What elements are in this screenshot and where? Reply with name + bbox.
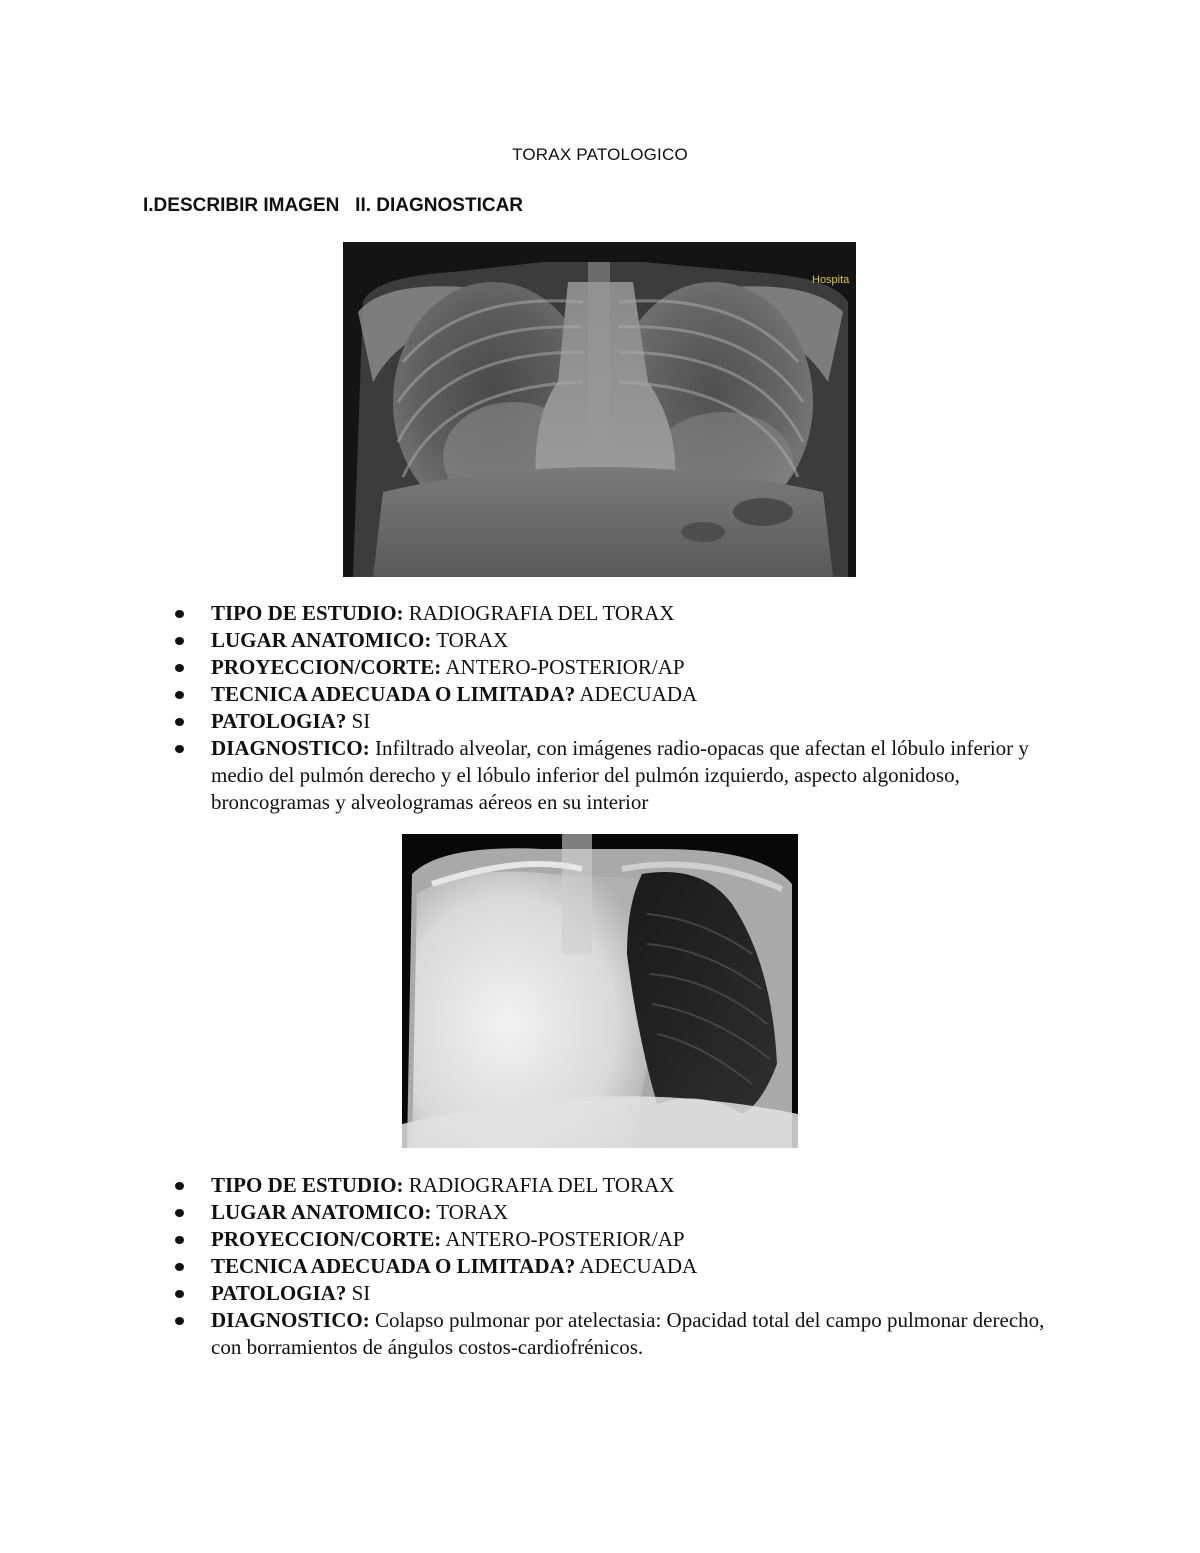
list-item: PROYECCION/CORTE: ANTERO-POSTERIOR/AP — [171, 1226, 1071, 1253]
list-item: DIAGNOSTICO: Infiltrado alveolar, con imágenes radio-opacas que afectan el lóbulo inferior y medio del pulmón derecho y el lóbulo inferior del pulmón izquierdo, aspecto algonidoso, broncogramas y alveologramas aéreos en su interior — [171, 735, 1071, 816]
list-item: TECNICA ADECUADA O LIMITADA? ADECUADA — [171, 1253, 1071, 1280]
list-item: TIPO DE ESTUDIO: RADIOGRAFIA DEL TORAX — [171, 1172, 1071, 1199]
bullet-icon — [175, 1236, 184, 1244]
bullet-icon — [175, 718, 184, 726]
chest-xray-image-2 — [402, 834, 798, 1148]
bullet-icon — [175, 1209, 184, 1217]
chest-xray-image-1 — [343, 242, 856, 577]
list-item: DIAGNOSTICO: Colapso pulmonar por atelectasia: Opacidad total del campo pulmonar derecho, con borramientos de ángulos costos-cardiofrénicos. — [171, 1307, 1071, 1361]
bullet-icon — [175, 1317, 184, 1325]
list-item: PROYECCION/CORTE: ANTERO-POSTERIOR/AP — [171, 654, 1071, 681]
bullet-icon — [175, 691, 184, 699]
bullet-icon — [175, 1263, 184, 1271]
page-subtitle: I.DESCRIBIR IMAGEN II. DIAGNOSTICAR — [143, 195, 524, 216]
image-watermark: Hospita — [812, 274, 850, 286]
bullet-icon — [175, 1182, 184, 1190]
bullet-icon — [175, 637, 184, 645]
list-item: TECNICA ADECUADA O LIMITADA? ADECUADA — [171, 681, 1071, 708]
bullet-icon — [175, 1290, 184, 1298]
list-item: TIPO DE ESTUDIO: RADIOGRAFIA DEL TORAX — [171, 600, 1071, 627]
list-item: PATOLOGIA? SI — [171, 708, 1071, 735]
case-1-findings — [171, 600, 1071, 816]
bullet-icon — [175, 610, 184, 618]
case-2-findings — [171, 1172, 1071, 1361]
bullet-icon — [175, 664, 184, 672]
list-item: LUGAR ANATOMICO: TORAX — [171, 627, 1071, 654]
page-title: TORAX PATOLOGICO — [512, 145, 688, 164]
bullet-icon — [175, 745, 184, 753]
list-item: LUGAR ANATOMICO: TORAX — [171, 1199, 1071, 1226]
list-item: PATOLOGIA? SI — [171, 1280, 1071, 1307]
